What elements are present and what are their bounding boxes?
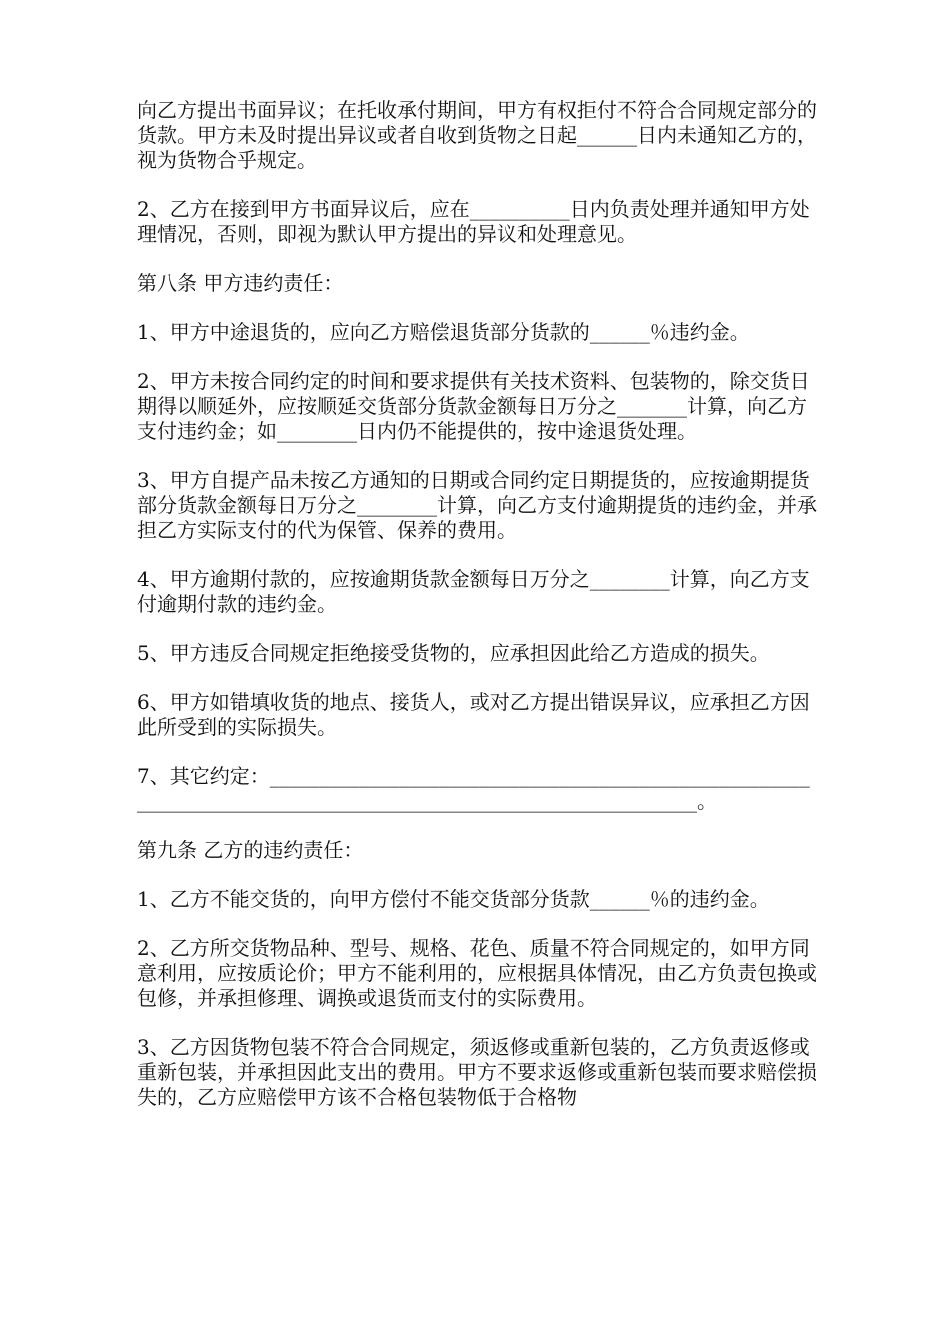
paragraph-seller-handling: 2、乙方在接到甲方书面异议后，应在__________日内负责处理并通知甲方处理情况，否则，即视为默认甲方提出的异议和处理意见。 [137,197,810,246]
paragraph-art8-item4: 4、甲方逾期付款的，应按逾期货款金额每日万分之________计算，向乙方支付逾期付款的违约金。 [137,567,810,616]
paragraph-art8-item7: 7、其它约定：______________________________________________________________________________________________________________。 [137,764,810,813]
paragraph-art9-item3: 3、乙方因货物包装不符合合同规定，须返修或重新包装的，乙方负责返修或重新包装，并承担因此支出的费用。甲方不要求返修或重新包装而要求赔偿损失的，乙方应赔偿甲方该不合格包装物低于合格物 [137,1035,817,1109]
heading-article-8: 第八条 甲方违约责任： [137,271,344,295]
paragraph-art8-item1: 1、甲方中途退货的，应向乙方赔偿退货部分货款的______％违约金。 [137,320,750,344]
paragraph-art8-item5: 5、甲方违反合同规定拒绝接受货物的，应承担因此给乙方造成的损失。 [137,641,770,665]
paragraph-art8-item2: 2、甲方未按合同约定的时间和要求提供有关技术资料、包装物的，除交货日期得以顺延外，应按顺延交货部分货款金额每日万分之_______计算，向乙方支付违约金；如________日内仍不能提供的，按中途退货处理。 [137,369,810,443]
paragraph-art8-item6: 6、甲方如错填收货的地点、接货人，或对乙方提出错误异议，应承担乙方因此所受到的实际损失。 [137,690,810,739]
paragraph-art9-item1: 1、乙方不能交货的，向甲方偿付不能交货部分货款______％的违约金。 [137,887,770,911]
paragraph-objection-continued: 向乙方提出书面异议；在托收承付期间，甲方有权拒付不符合合同规定部分的货款。甲方未及时提出异议或者自收到货物之日起______日内未通知乙方的，视为货物合乎规定。 [137,98,817,172]
heading-article-9: 第九条 乙方的违约责任： [137,838,364,862]
document-body [137,98,817,1134]
paragraph-art9-item2: 2、乙方所交货物品种、型号、规格、花色、质量不符合同规定的，如甲方同意利用，应按质论价；甲方不能利用的，应根据具体情况，由乙方负责包换或包修，并承担修理、调换或退货而支付的实际费用。 [137,936,817,1010]
paragraph-art8-item3: 3、甲方自提产品未按乙方通知的日期或合同约定日期提货的，应按逾期提货部分货款金额每日万分之________计算，向乙方支付逾期提货的违约金，并承担乙方实际支付的代为保管、保养的费用。 [137,468,817,542]
